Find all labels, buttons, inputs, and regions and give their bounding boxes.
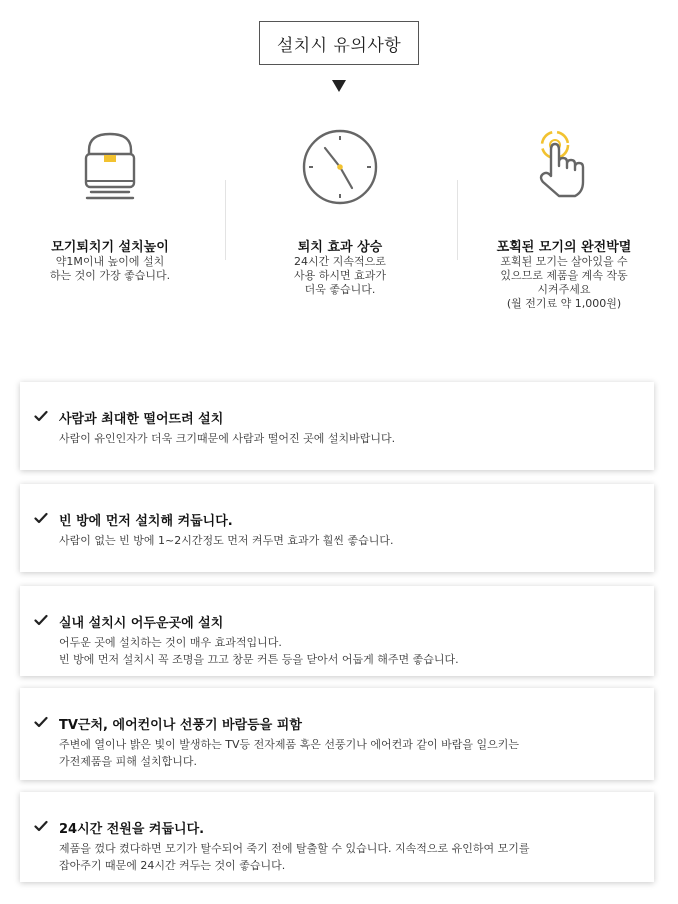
feature-desc: 약1M이내 높이에 설치 하는 것이 가장 좋습니다. [49, 255, 171, 282]
tip-body [59, 840, 634, 874]
feature-desc: 24시간 지속적으로 사용 하시면 효과가 더욱 좋습니다. [293, 255, 386, 296]
feature-title: 포획된 모기의 완전박멸 [496, 240, 632, 255]
arrow-down-icon [332, 80, 346, 92]
tip-line: 사람이 유인인자가 더욱 크기때문에 사람과 떨어진 곳에 설치바랍니다. [59, 432, 396, 445]
page-title: 설치시 유의사항 [259, 21, 419, 65]
tip-line: 어두운 곳에 설치하는 것이 매우 효과적입니다. [59, 636, 282, 649]
check-icon [34, 820, 48, 832]
feature-desc: 포획된 모기는 살아있을 수 있으므로 제품을 계속 작동 시켜주세요 (월 전기료 약 1,000원) [500, 255, 628, 310]
divider [457, 180, 458, 260]
tip-title: TV근처, 에어컨이나 선풍기 바람등을 피함 [59, 718, 302, 733]
tip-title: 실내 설치시 어두운곳에 설치 [59, 616, 224, 631]
clock-icon [300, 120, 380, 210]
check-icon [34, 512, 48, 524]
tip-card [20, 792, 654, 882]
tip-line: 가전제품을 피해 설치합니다. [59, 755, 198, 768]
feature-title: 모기퇴치기 설치높이 [51, 240, 169, 255]
tip-body [59, 430, 634, 447]
tip-line: 빈 방에 먼저 설치시 꼭 조명을 끄고 창문 커튼 등을 닫아서 어둡게 해주면 좋습니다. [59, 653, 459, 666]
feature-title: 퇴치 효과 상승 [297, 240, 383, 255]
feature-row [0, 120, 678, 330]
tip-line: 잡아주기 때문에 24시간 켜두는 것이 좋습니다. [59, 859, 286, 872]
check-icon [34, 716, 48, 728]
tip-card [20, 586, 654, 676]
tip-line: 주변에 열이나 밝은 빛이 발생하는 TV등 전자제품 혹은 선풍기나 에어컨과 같이 바람을 일으키는 [59, 738, 519, 751]
feature-height [10, 120, 210, 330]
mosquito-trap-icon [75, 120, 145, 210]
tip-body [59, 736, 634, 770]
tip-line: 사람이 없는 빈 방에 1~2시간정도 먼저 켜두면 효과가 훨씬 좋습니다. [59, 534, 394, 547]
tip-title: 사람과 최대한 떨어뜨려 설치 [59, 412, 224, 427]
tip-body [59, 532, 634, 549]
check-icon [34, 410, 48, 422]
tip-line: 제품을 껐다 켰다하면 모기가 탈수되어 죽기 전에 탈출할 수 있습니다. 지속적으로 유인하여 모기를 [59, 842, 530, 855]
tip-card [20, 484, 654, 572]
tip-title: 빈 방에 먼저 설치해 켜둡니다. [59, 514, 233, 529]
tip-card [20, 688, 654, 780]
hand-pointer-icon [529, 120, 599, 210]
tip-title: 24시간 전원을 켜둡니다. [59, 822, 205, 837]
tip-card [20, 382, 654, 470]
tip-body [59, 634, 634, 668]
check-icon [34, 614, 48, 626]
divider [225, 180, 226, 260]
feature-effect [240, 120, 440, 330]
feature-capture [464, 120, 664, 330]
